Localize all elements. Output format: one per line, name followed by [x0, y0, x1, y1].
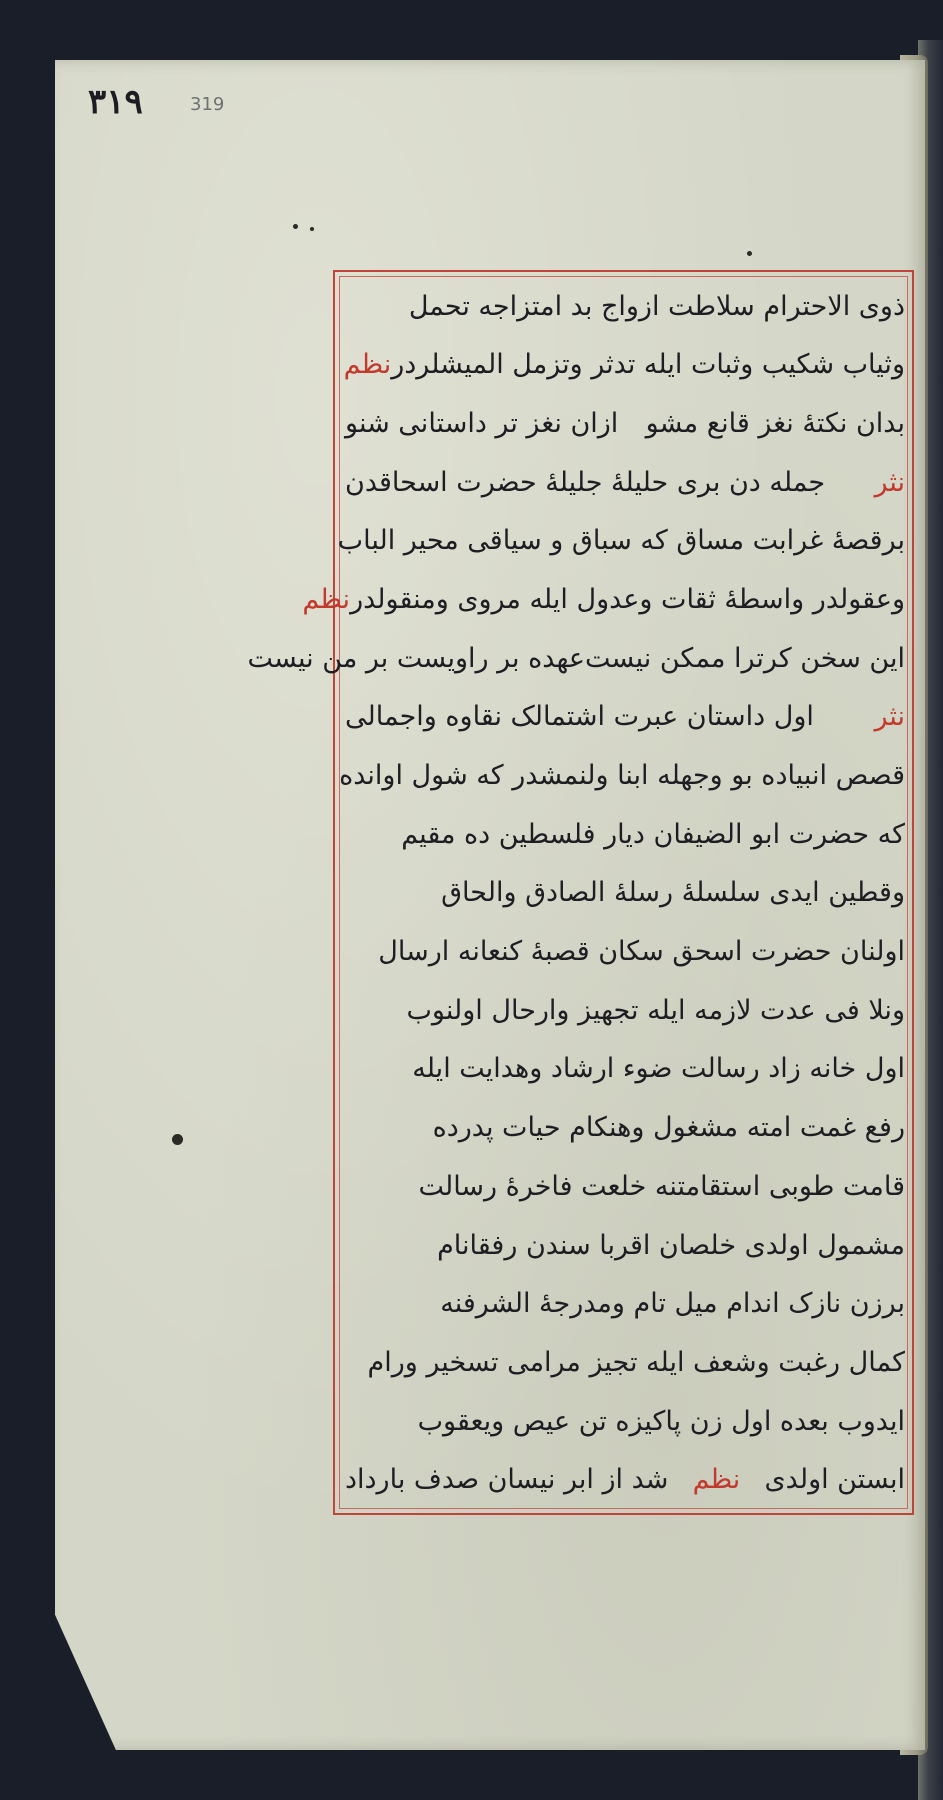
text-line: [345, 869, 905, 917]
rubric-heading: نظم: [692, 1464, 741, 1496]
text-segment: قصص انبیاده بو وجهله ابنا ولنمشدر که شول اوانده: [339, 760, 905, 791]
text-line: [345, 458, 905, 506]
text-segment: وثیاب شکیب وثبات ایله تدثر وتزمل المیشلردر: [391, 349, 905, 381]
text-segment: ذوی الاحترام سلاطت ازواج بد امتزاجه تحمل: [408, 290, 905, 322]
text-segment: کمال رغبت وشعف ایله تجیز مرامی تسخیر ورام: [367, 1346, 905, 1378]
text-segment: اولنان حضرت اسحق سکان قصبهٔ کنعانه ارسال: [378, 936, 905, 968]
rubric-heading: نظم: [343, 349, 392, 381]
text-segment: بدان نکتهٔ نغز قانع مشو: [645, 407, 905, 439]
text-line: [345, 1045, 905, 1093]
text-segment: که حضرت ابو الضیفان دیار فلسطین ده مقیم: [401, 818, 905, 850]
ink-speck: [172, 1134, 183, 1145]
text-line: [345, 282, 905, 330]
text-line: [345, 693, 905, 741]
text-segment: ازان نغز تر داستانی شنو: [345, 407, 619, 439]
text-line: [247, 634, 905, 682]
text-segment: جمله دن بری حلیلهٔ جلیلهٔ حضرت اسحاقدن: [345, 466, 826, 498]
text-line: [345, 1221, 905, 1269]
text-line: [345, 928, 905, 976]
folio-number: ٣١٩: [88, 82, 143, 122]
text-segment: شد از ابر نیسان صدف بارداد: [345, 1464, 669, 1496]
text-segment: رفع غمت امته مشغول وهنکام حیات پدرده: [432, 1112, 905, 1144]
text-segment: برزن نازک اندام میل تام ومدرجهٔ الشرفنه: [440, 1288, 905, 1320]
text-line: [345, 810, 905, 858]
text-line: [345, 1338, 905, 1386]
pencil-folio-number: 319: [190, 94, 225, 115]
text-segment: وعقولدر واسطهٔ ثقات وعدول ایله مروی ومنقولدر: [350, 583, 905, 615]
text-segment: اول داستان عبرت اشتمالک نقاوه واجمالی: [345, 701, 814, 733]
text-segment: عهده بر راویست بر من نیست: [247, 642, 586, 674]
rubric-heading: نظم: [302, 583, 351, 615]
text-line: [345, 341, 905, 389]
ink-speck: [293, 224, 298, 229]
text-line: [337, 517, 905, 565]
text-line: [345, 1104, 905, 1152]
ink-speck: [747, 251, 752, 256]
text-segment: ایدوب بعده اول زن پاکیزه تن عیص ویعقوب: [417, 1405, 905, 1437]
text-segment: برقصهٔ غرابت مساق که سباق و سیاقی محیر الباب: [337, 525, 905, 557]
text-line: [302, 575, 905, 623]
text-line: [345, 1162, 905, 1210]
text-segment: اول خانه زاد رسالت ضوء ارشاد وهدایت ایله: [412, 1053, 905, 1085]
rubric-heading: نثر: [874, 466, 905, 498]
text-line: [339, 752, 905, 800]
text-segment: وقطین ایدی سلسلهٔ رسلهٔ الصادق والحاق: [441, 877, 905, 909]
text-segment: مشمول اولدی خلصان اقربا سندن رفقانام: [437, 1229, 905, 1261]
text-segment: قامت طوبی استقامتنه خلعت فاخرهٔ رسالت: [418, 1170, 905, 1202]
text-line: [345, 986, 905, 1034]
text-line: [345, 1397, 905, 1445]
text-line: [345, 1456, 905, 1504]
text-line: [345, 399, 905, 447]
text-segment: ابستن اولدی: [764, 1464, 905, 1496]
text-segment: این سخن کرترا ممکن نیست: [585, 642, 905, 674]
text-segment: ونلا فی عدت لازمه ایله تجهیز وارحال اولنوب: [406, 994, 905, 1026]
manuscript-text-block: [247, 282, 905, 1504]
text-line: [345, 1280, 905, 1328]
ink-speck: [310, 227, 314, 231]
rubric-heading: نثر: [874, 701, 905, 733]
